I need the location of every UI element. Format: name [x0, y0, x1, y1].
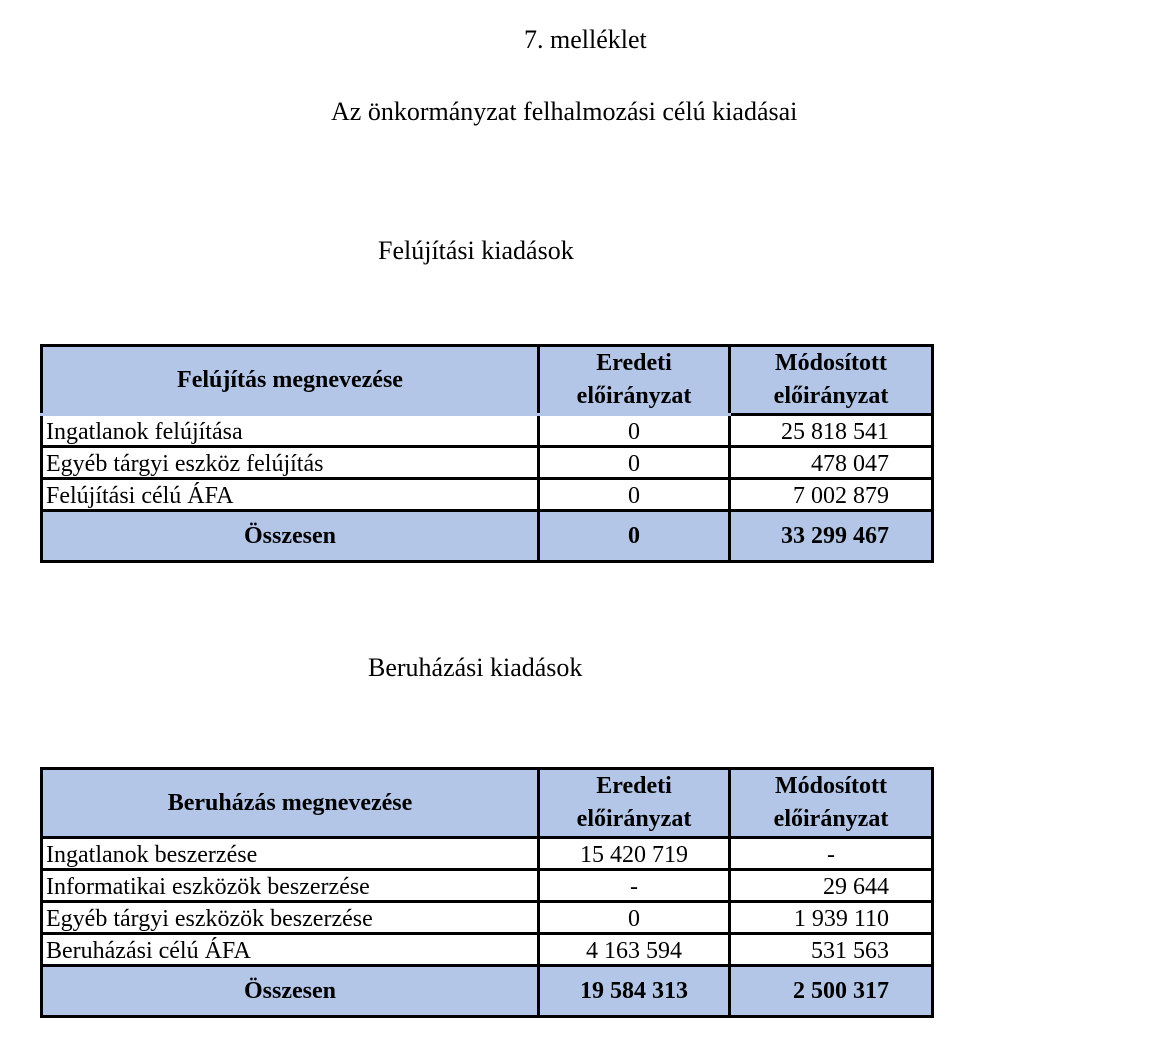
modified-header-line2: előirányzat	[773, 383, 889, 409]
total-label: Összesen	[42, 966, 539, 1017]
table-row	[42, 870, 933, 902]
total-modified: 33 299 467	[730, 511, 933, 562]
row-original: 0	[539, 415, 730, 447]
total-label: Összesen	[42, 511, 539, 562]
investment-section-title: Beruházási kiadások	[368, 653, 583, 682]
row-original: -	[539, 870, 730, 902]
total-original: 0	[539, 511, 730, 562]
original-header-line2: előirányzat	[576, 806, 692, 832]
renovation-section-title: Felújítási kiadások	[378, 236, 574, 265]
row-name: Ingatlanok beszerzése	[42, 838, 539, 870]
table-row	[42, 447, 933, 479]
investment-table	[40, 767, 934, 1018]
row-name: Informatikai eszközök beszerzése	[42, 870, 539, 902]
table-row	[42, 838, 933, 870]
table-header-row	[42, 769, 933, 838]
row-name: Egyéb tárgyi eszköz felújítás	[42, 447, 539, 479]
row-original: 0	[539, 479, 730, 511]
row-name: Egyéb tárgyi eszközök beszerzése	[42, 902, 539, 934]
row-modified: 1 939 110	[730, 902, 933, 934]
modified-column-header	[730, 346, 933, 415]
table-row	[42, 479, 933, 511]
original-header-line1: Eredeti	[596, 773, 672, 799]
modified-header-line1: Módosított	[775, 773, 887, 799]
original-header-line1: Eredeti	[596, 350, 672, 376]
row-original: 0	[539, 447, 730, 479]
table-row	[42, 415, 933, 447]
row-modified: 29 644	[730, 870, 933, 902]
table-row	[42, 902, 933, 934]
annex-number: 7. melléklet	[524, 25, 647, 54]
original-header-line2: előirányzat	[576, 383, 692, 409]
row-original: 4 163 594	[539, 934, 730, 966]
row-name: Felújítási célú ÁFA	[42, 479, 539, 511]
modified-column-header	[730, 769, 933, 838]
row-modified: 25 818 541	[730, 415, 933, 447]
table-header-row	[42, 346, 933, 415]
original-column-header	[539, 346, 730, 415]
name-column-header: Felújítás megnevezése	[42, 346, 539, 415]
renovation-table	[40, 344, 934, 563]
row-original: 0	[539, 902, 730, 934]
row-modified: -	[730, 838, 933, 870]
row-original: 15 420 719	[539, 838, 730, 870]
row-modified: 531 563	[730, 934, 933, 966]
row-name: Beruházási célú ÁFA	[42, 934, 539, 966]
modified-header-line1: Módosított	[775, 350, 887, 376]
total-original: 19 584 313	[539, 966, 730, 1017]
document-title: Az önkormányzat felhalmozási célú kiadásai	[331, 97, 798, 126]
row-name: Ingatlanok felújítása	[42, 415, 539, 447]
table-row	[42, 934, 933, 966]
original-column-header	[539, 769, 730, 838]
modified-header-line2: előirányzat	[773, 806, 889, 832]
row-modified: 478 047	[730, 447, 933, 479]
total-row	[42, 966, 933, 1017]
total-row	[42, 511, 933, 562]
row-modified: 7 002 879	[730, 479, 933, 511]
name-column-header: Beruházás megnevezése	[42, 769, 539, 838]
total-modified: 2 500 317	[730, 966, 933, 1017]
